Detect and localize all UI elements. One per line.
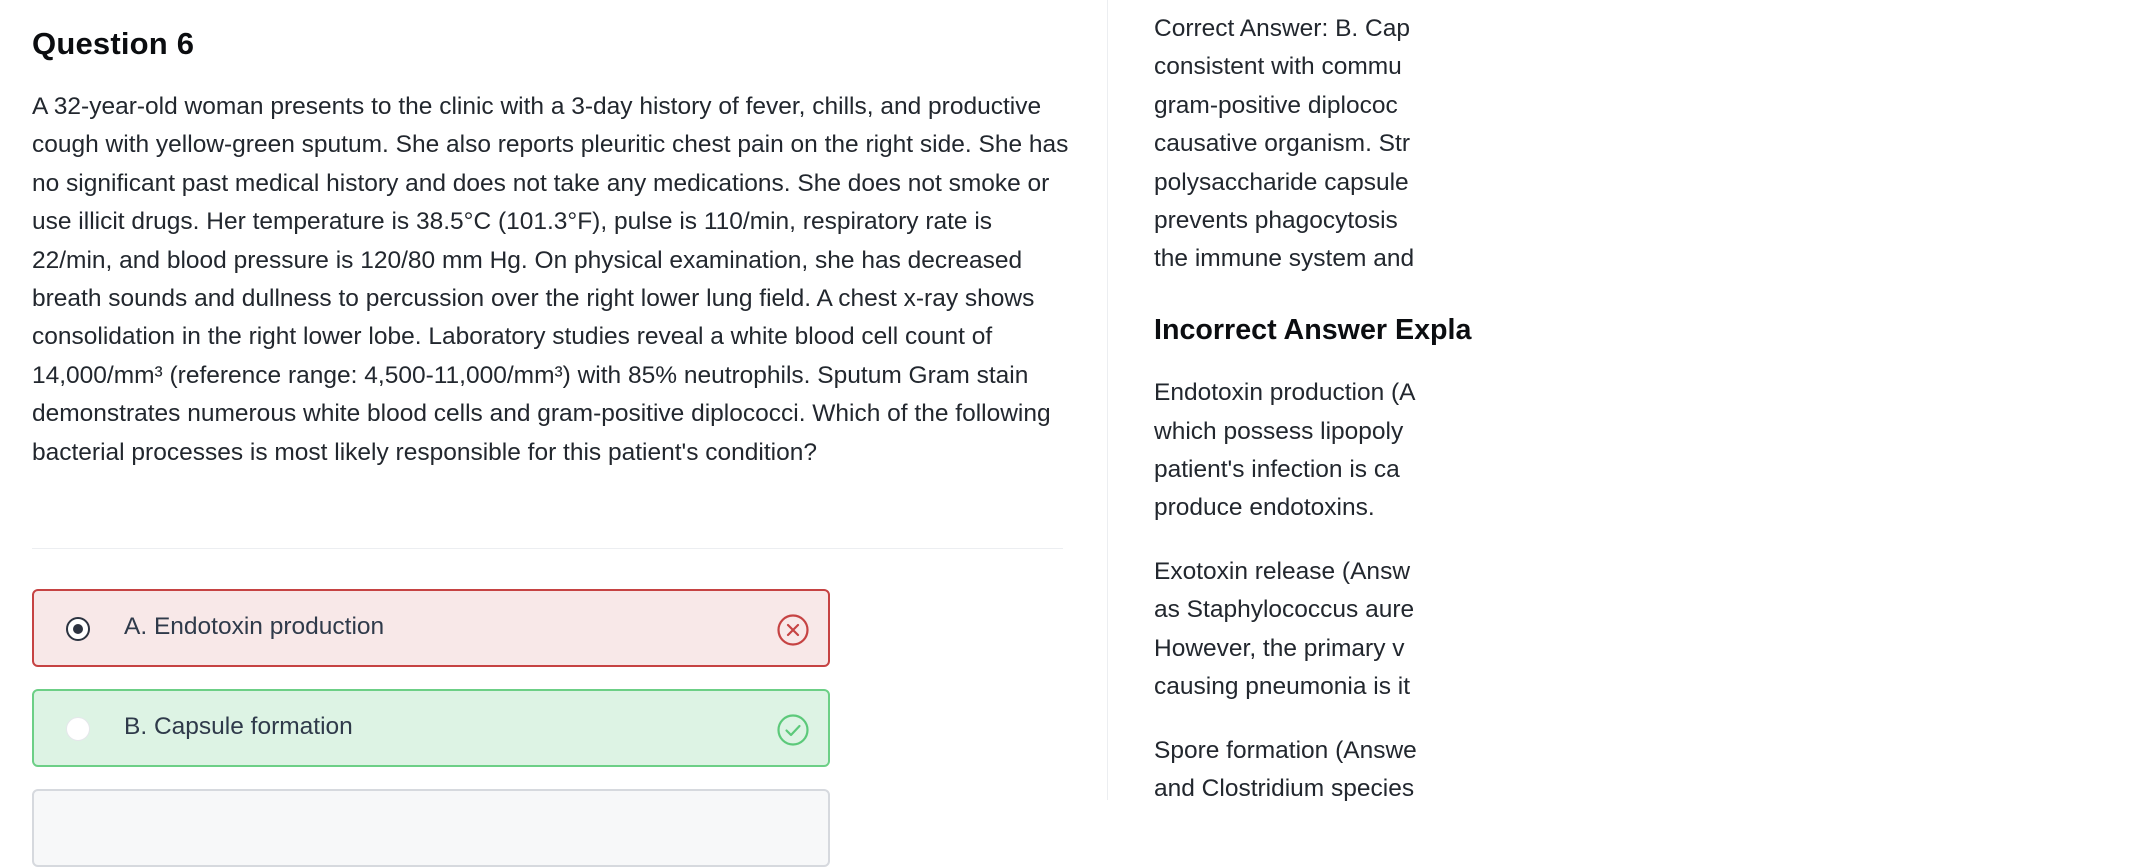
explanation-line: patient's infection is ca xyxy=(1154,456,1400,484)
explanation-line: produce endotoxins. xyxy=(1154,494,1375,522)
answer-option-a[interactable] xyxy=(32,589,830,667)
incorrect-explanation-d xyxy=(1154,732,2154,809)
answer-option-label: A. Endotoxin production xyxy=(124,613,385,640)
explanation-line: and Clostridium species xyxy=(1154,774,1415,802)
explanation-line: causative organism. Str xyxy=(1154,130,1410,158)
radio-button[interactable] xyxy=(66,717,90,741)
explanation-line: gram-positive diplococ xyxy=(1154,91,1398,119)
answer-option-b[interactable] xyxy=(32,689,830,767)
question-stem: A 32-year-old woman presents to the clinic with a 3-day history of fever, chills, and productive cough with yellow-green sputum. She also reports pleuritic chest pain on the right side. She has no significant past medical history and does not take any medications. She does not smoke or use illicit drugs. Her temperature is 38.5°C (101.3°F), pulse is 110/min, respiratory rate is 22/min, and blood pressure is 120/80 mm Hg. On physical examination, she has decreased breath sounds and dullness to percussion over the right lower lung field. A chest x-ray shows consolidation in the right lower lobe. Laboratory studies reveal a white blood cell count of 14,000/mm³ (reference range: 4,500-11,000/mm³) with 85% neutrophils. Sputum Gram stain demonstrates numerous white blood cells and gram-positive diplococci. Which of the following bacterial processes is most likely responsible for this patient's condition? xyxy=(32,93,1069,466)
question-pane xyxy=(0,0,1108,800)
explanation-line: Endotoxin production (A xyxy=(1154,379,1416,407)
correct-answer-explanation xyxy=(1154,10,2154,279)
divider xyxy=(32,548,1063,549)
incorrect-explanation-a xyxy=(1154,374,2154,528)
explanation-line: Exotoxin release (Answ xyxy=(1154,557,1411,585)
incorrect-explanation-c xyxy=(1154,553,2154,707)
explanation-line: prevents phagocytosis xyxy=(1154,207,1398,235)
explanation-line: as Staphylococcus aure xyxy=(1154,596,1415,624)
answer-option-label: B. Capsule formation xyxy=(124,713,353,740)
explanation-line: consistent with commu xyxy=(1154,53,1402,81)
explanation-line: polysaccharide capsule xyxy=(1154,168,1409,196)
explanation-line: the immune system and xyxy=(1154,245,1415,273)
explanation-line: Spore formation (Answe xyxy=(1154,736,1417,764)
explanation-line: causing pneumonia is it xyxy=(1154,673,1411,701)
incorrect-answers-heading: Incorrect Answer Expla xyxy=(1154,313,1472,346)
x-circle-icon xyxy=(776,613,810,647)
check-circle-icon xyxy=(776,713,810,747)
explanation-pane xyxy=(1108,0,1472,802)
answer-option-c[interactable] xyxy=(32,789,830,867)
explanation-line: However, the primary v xyxy=(1154,634,1405,662)
explanation-content xyxy=(1154,10,2154,808)
question-title: Question 6 xyxy=(32,26,195,61)
radio-button-selected[interactable] xyxy=(66,617,90,641)
explanation-line: Correct Answer: B. Cap xyxy=(1154,15,1410,42)
explanation-line: which possess lipopoly xyxy=(1154,417,1404,445)
